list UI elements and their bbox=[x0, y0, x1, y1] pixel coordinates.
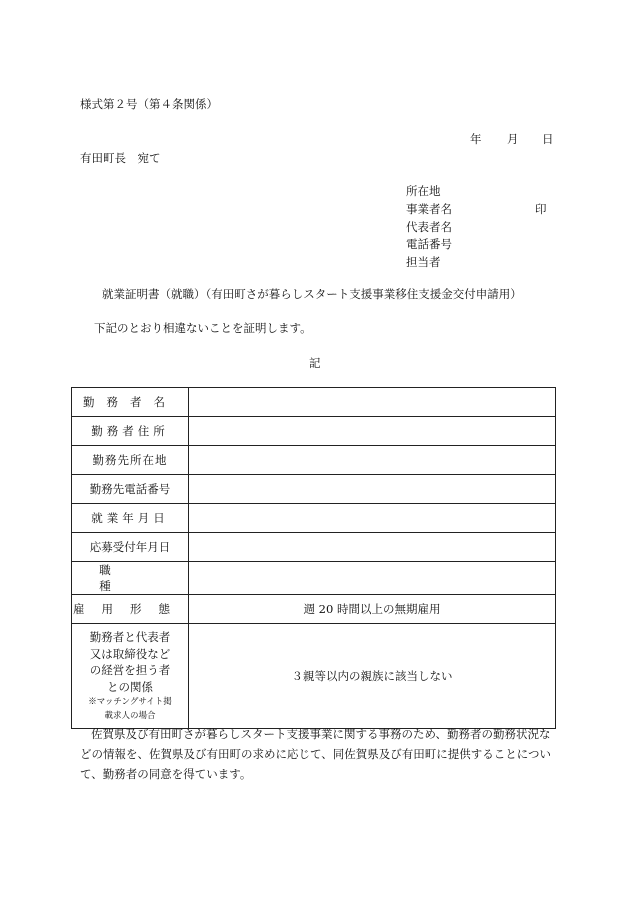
row-label-employment-date: 就業年月日 bbox=[72, 504, 189, 533]
applicant-phone-label: 電話番号 bbox=[406, 237, 452, 252]
table-row bbox=[72, 562, 556, 595]
row-label-workplace-phone: 勤務先電話番号 bbox=[72, 475, 189, 504]
row-label-worker-name: 勤務者名 bbox=[72, 388, 189, 417]
row-label-worker-address: 勤務者住所 bbox=[72, 417, 189, 446]
addressee: 有田町長 宛て bbox=[80, 151, 161, 165]
table-row bbox=[72, 417, 556, 446]
relation-line: 勤務者と代表者 bbox=[89, 630, 171, 644]
row-value-employment-date[interactable] bbox=[189, 504, 556, 533]
row-value-employment-type: 週 20 時間以上の無期雇用 bbox=[189, 595, 556, 624]
row-value-job-type[interactable] bbox=[189, 562, 556, 595]
row-value-workplace-phone[interactable] bbox=[189, 475, 556, 504]
applicant-contact-label: 担当者 bbox=[406, 255, 441, 270]
relation-line: の経営を担う者 bbox=[89, 663, 171, 677]
seal-mark: 印 bbox=[535, 201, 547, 216]
form-number: 様式第２号（第４条関係） bbox=[80, 97, 218, 111]
relation-line: との関係 bbox=[107, 679, 153, 694]
row-label-workplace-address: 勤務先所在地 bbox=[72, 446, 189, 475]
table-row bbox=[72, 624, 556, 729]
certificate-table bbox=[71, 387, 556, 729]
table-row bbox=[72, 595, 556, 624]
row-value-worker-name[interactable] bbox=[189, 388, 556, 417]
relation-note-line: 載求人の場合 bbox=[104, 711, 156, 721]
date-year-label: 年 bbox=[470, 132, 482, 146]
row-value-relationship: ３親等以内の親族に該当しない bbox=[189, 624, 556, 729]
row-label-relationship bbox=[72, 624, 189, 729]
applicant-representative-label: 代表者名 bbox=[406, 219, 452, 234]
applicant-block bbox=[406, 183, 546, 272]
applicant-company-row bbox=[406, 201, 546, 219]
applicant-address-label: 所在地 bbox=[406, 184, 441, 198]
intro-text: 下記のとおり相違ないことを証明します。 bbox=[94, 321, 312, 335]
row-label-job-type: 職種 bbox=[72, 562, 189, 595]
row-label-application-date: 応募受付年月日 bbox=[72, 533, 189, 562]
row-value-worker-address[interactable] bbox=[189, 417, 556, 446]
table-row bbox=[72, 388, 556, 417]
ki-heading: 記 bbox=[309, 356, 321, 370]
row-value-application-date[interactable] bbox=[189, 533, 556, 562]
table-row bbox=[72, 533, 556, 562]
row-value-workplace-address[interactable] bbox=[189, 446, 556, 475]
relation-line: 又は取締役など bbox=[89, 646, 171, 661]
date-month-label: 月 bbox=[507, 132, 519, 146]
consent-paragraph: 佐賀県及び有田町さが暮らしスタート支援事業に関する事務のため、勤務者の勤務状況などの情報を、佐賀県及び有田町の求めに応じて、同佐賀県及び有田町に提供することについて、勤務者の同意を得ています。 bbox=[80, 727, 552, 781]
relation-note-line: ※マッチングサイト掲 bbox=[88, 697, 172, 707]
table-row bbox=[72, 446, 556, 475]
table-row bbox=[72, 504, 556, 533]
table-row bbox=[72, 475, 556, 504]
applicant-company-label: 事業者名 bbox=[406, 201, 452, 216]
row-label-employment-type: 雇用形態 bbox=[72, 595, 189, 624]
document-title: 就業証明書（就職）（有田町さが暮らしスタート支援事業移住支援金交付申請用） bbox=[102, 287, 522, 301]
date-day-label: 日 bbox=[542, 132, 554, 146]
